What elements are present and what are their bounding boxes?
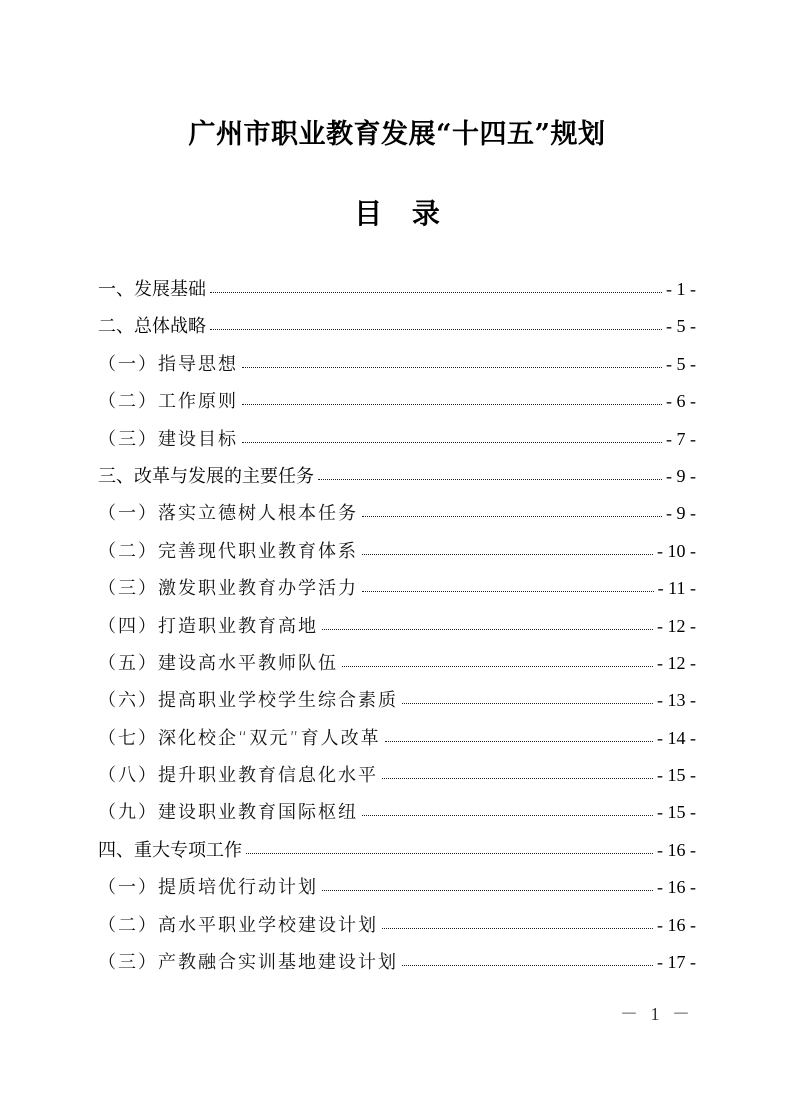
toc-entry-page: - 5 -: [666, 316, 696, 337]
toc-entry-page: - 16 -: [657, 839, 696, 860]
toc-entry[interactable]: [98, 682, 696, 719]
document-title: 广州市职业教育发展“十四五”规划: [188, 119, 606, 150]
toc-entry-page: - 1 -: [666, 279, 696, 299]
toc-entry-label: （二）完善现代职业教育体系: [98, 540, 358, 562]
toc-entry[interactable]: [98, 944, 696, 981]
toc-entry[interactable]: [98, 383, 696, 420]
toc-entry[interactable]: [98, 308, 696, 345]
dot-leader: [362, 553, 653, 555]
toc-entry-label: 四、重大专项工作: [98, 839, 242, 861]
toc-entry[interactable]: [98, 645, 696, 682]
toc-entry-page: - 12 -: [657, 652, 696, 673]
toc-entry[interactable]: [98, 608, 696, 645]
toc-entry[interactable]: [98, 570, 696, 607]
dot-leader: [402, 702, 653, 704]
toc-entry-page: - 6 -: [666, 391, 696, 412]
dot-leader: [210, 328, 662, 330]
dot-leader: [362, 515, 662, 517]
toc-entry-page: - 17 -: [657, 952, 696, 973]
toc-entry-page: - 15 -: [657, 802, 696, 823]
page-number: － 1 －: [620, 1004, 694, 1024]
table-of-contents: [98, 271, 696, 981]
toc-entry-page: - 11 -: [657, 578, 696, 599]
toc-heading: 目 录: [354, 197, 440, 230]
toc-entry-label: （六）提高职业学校学生综合素质: [98, 690, 398, 712]
dot-leader: [210, 291, 662, 293]
dot-leader: [342, 665, 653, 667]
dot-leader: [242, 441, 662, 443]
toc-entry[interactable]: [98, 832, 696, 869]
toc-entry-page: - 16 -: [657, 877, 696, 898]
toc-entry-label: （一）提质培优行动计划: [98, 877, 318, 899]
toc-entry-page: - 5 -: [666, 353, 696, 374]
toc-entry-page: - 9 -: [666, 465, 696, 486]
dot-leader: [318, 478, 662, 480]
toc-entry[interactable]: [98, 907, 696, 944]
dot-leader: [246, 852, 653, 854]
toc-entry[interactable]: [98, 495, 696, 532]
toc-entry-page: - 16 -: [657, 914, 696, 935]
toc-entry-page: - 9 -: [666, 503, 696, 524]
toc-entry-label: （二）高水平职业学校建设计划: [98, 914, 378, 936]
toc-entry-label: （三）激发职业教育办学活力: [98, 578, 358, 600]
toc-entry[interactable]: [98, 421, 696, 458]
dot-leader: [382, 927, 653, 929]
toc-entry-label: （一）落实立德树人根本任务: [98, 503, 358, 525]
toc-entry[interactable]: [98, 533, 696, 570]
dot-leader: [322, 628, 653, 630]
dot-leader: [385, 740, 653, 742]
toc-entry-label: （九）建设职业教育国际枢纽: [98, 802, 358, 824]
dot-leader: [242, 366, 662, 368]
toc-entry-label: （七）深化校企“双元”育人改革: [98, 727, 381, 749]
toc-entry[interactable]: [98, 458, 696, 495]
toc-entry-page: - 7 -: [666, 428, 696, 449]
toc-entry-label: （二）工作原则: [98, 391, 238, 413]
dot-leader: [402, 964, 653, 966]
dot-leader: [382, 777, 653, 779]
toc-entry-label: （一）指导思想: [98, 353, 238, 375]
toc-entry-label: （五）建设高水平教师队伍: [98, 652, 338, 674]
toc-entry-label: （三）建设目标: [98, 428, 238, 450]
toc-entry-label: 二、总体战略: [98, 316, 206, 338]
dot-leader: [362, 814, 653, 816]
toc-entry[interactable]: [98, 346, 696, 383]
toc-entry-label: 一、发展基础: [98, 279, 206, 300]
dot-leader: [322, 889, 653, 891]
toc-entry[interactable]: [98, 720, 696, 757]
dot-leader: [362, 590, 654, 592]
toc-entry-page: - 13 -: [657, 690, 696, 711]
toc-entry[interactable]: [98, 794, 696, 831]
toc-entry-label: （八）提升职业教育信息化水平: [98, 765, 378, 787]
dot-leader: [242, 403, 662, 405]
toc-entry-label: 三、改革与发展的主要任务: [98, 465, 314, 487]
toc-entry[interactable]: [98, 757, 696, 794]
toc-entry-page: - 14 -: [657, 727, 696, 748]
toc-entry[interactable]: [98, 271, 696, 308]
toc-entry-label: （四）打造职业教育高地: [98, 615, 318, 637]
toc-entry-page: - 10 -: [657, 540, 696, 561]
toc-entry[interactable]: [98, 869, 696, 906]
toc-entry-label: （三）产教融合实训基地建设计划: [98, 952, 398, 974]
toc-entry-page: - 12 -: [657, 615, 696, 636]
toc-entry-page: - 15 -: [657, 765, 696, 786]
